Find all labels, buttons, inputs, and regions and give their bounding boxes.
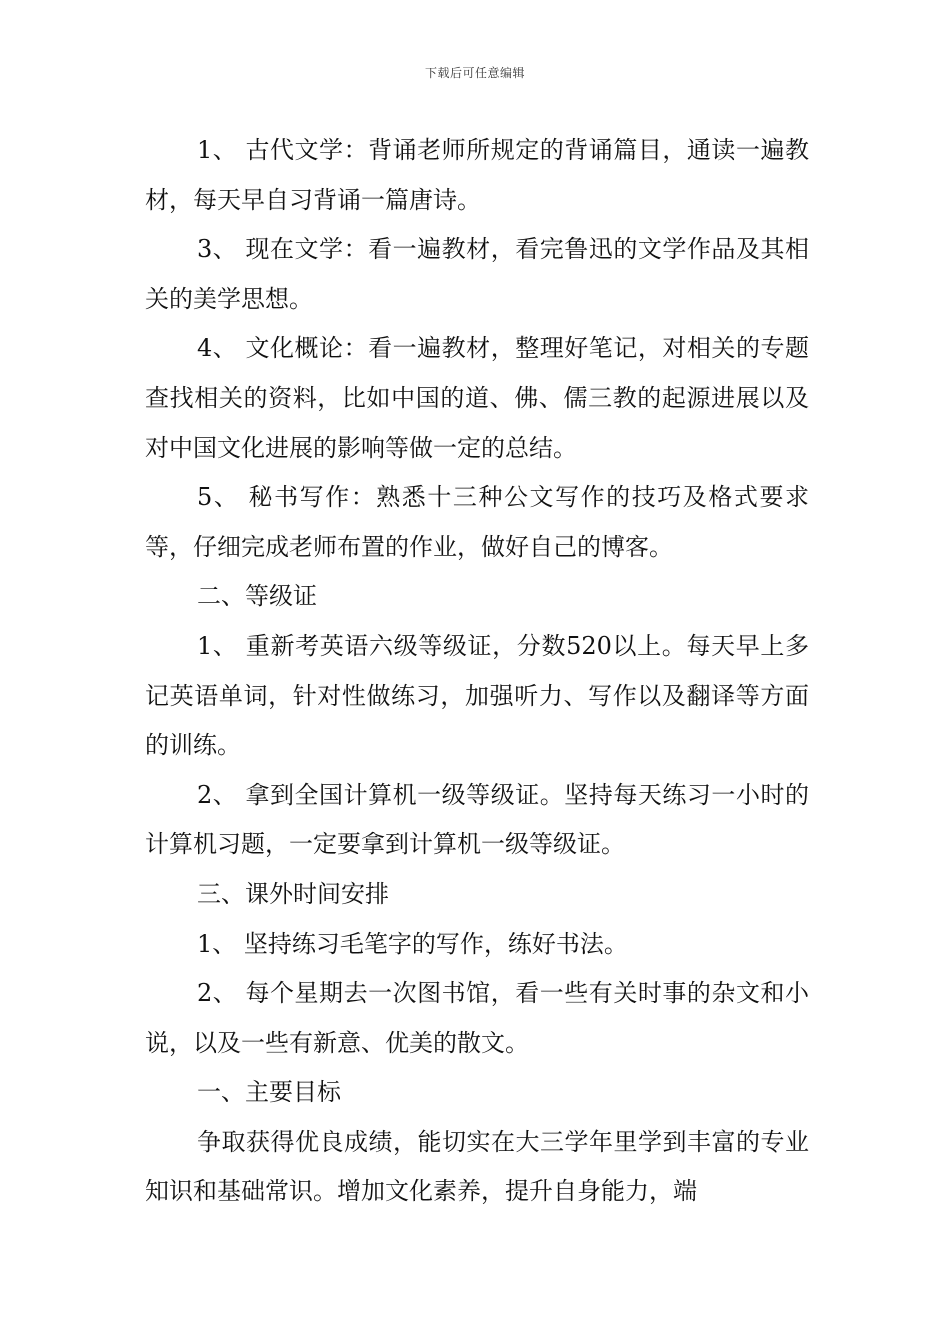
document-body bbox=[145, 126, 809, 1217]
paragraph-ancient-literature: 1、 古代文学：背诵老师所规定的背诵篇目，通读一遍教材，每天早自习背诵一篇唐诗。 bbox=[145, 136, 809, 214]
paragraph-library: 2、 每个星期去一次图书馆，看一些有关时事的杂文和小说，以及一些有新意、优美的散文。 bbox=[145, 979, 809, 1057]
page-header: 下载后可任意编辑 bbox=[424, 66, 525, 80]
paragraph-calligraphy: 1、 坚持练习毛笔字的写作，练好书法。 bbox=[197, 929, 628, 958]
section-heading-main-goal: 一、主要目标 bbox=[197, 1078, 341, 1107]
section-heading-certificates: 二、等级证 bbox=[197, 582, 317, 611]
paragraph-culture-overview: 4、 文化概论：看一遍教材，整理好笔记，对相关的专题查找相关的资料，比如中国的道、佛、儒三教的起源进展以及对中国文化进展的影响等做一定的总结。 bbox=[145, 334, 809, 462]
paragraph-english-cet6: 1、 重新考英语六级等级证，分数520以上。每天早上多记英语单词，针对性做练习，加强听力、写作以及翻译等方面的训练。 bbox=[145, 631, 809, 760]
section-heading-extracurricular: 三、课外时间安排 bbox=[197, 879, 389, 908]
paragraph-modern-literature: 3、 现在文学：看一遍教材，看完鲁迅的文学作品及其相关的美学思想。 bbox=[145, 235, 809, 313]
paragraph-secretary-writing: 5、 秘书写作：熟悉十三种公文写作的技巧及格式要求等，仔细完成老师布置的作业，做好自己的博客。 bbox=[145, 483, 809, 561]
paragraph-main-goal: 争取获得优良成绩，能切实在大三学年里学到丰富的专业知识和基础常识。增加文化素养，提升自身能力，端 bbox=[145, 1127, 809, 1206]
paragraph-computer-cert: 2、 拿到全国计算机一级等级证。坚持每天练习一小时的计算机习题，一定要拿到计算机一级等级证。 bbox=[145, 780, 809, 859]
